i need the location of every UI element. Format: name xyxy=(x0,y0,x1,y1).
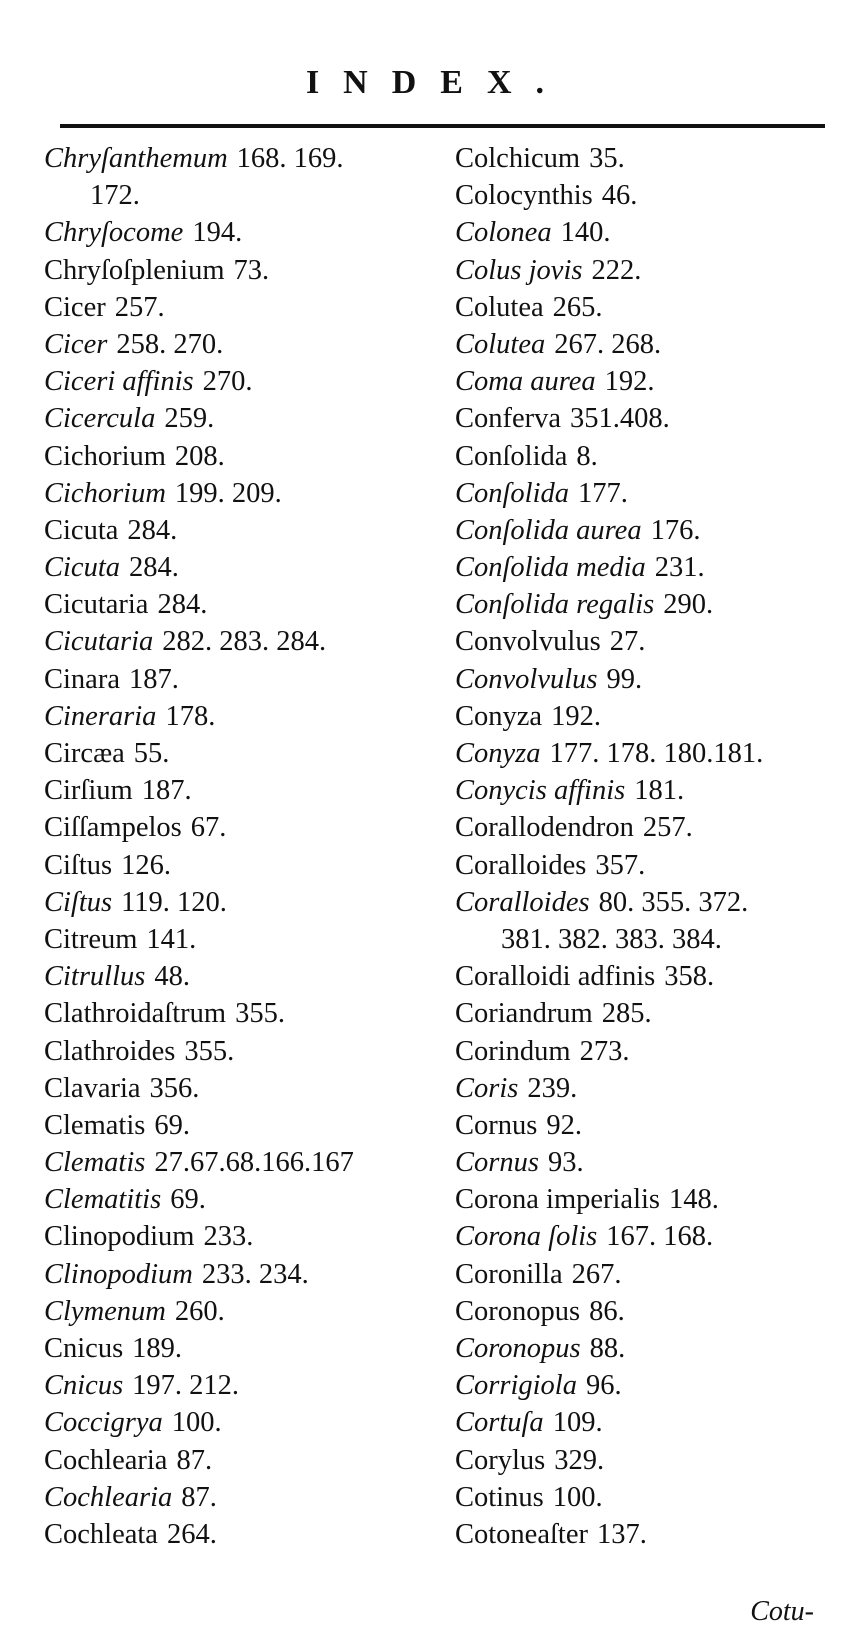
index-entry xyxy=(455,1479,845,1516)
index-entry xyxy=(455,1404,845,1441)
index-term: Colutea xyxy=(455,328,546,360)
index-entry xyxy=(455,1181,845,1218)
index-term: Conſolida aurea xyxy=(455,514,642,546)
index-entry xyxy=(44,140,434,177)
page-title: INDEX. xyxy=(305,64,569,101)
index-term: Clinopodium xyxy=(44,1221,195,1253)
index-term: Coralloides xyxy=(455,886,590,918)
index-entry xyxy=(455,438,845,475)
index-page-refs: 355. xyxy=(235,998,285,1030)
index-page-refs: 73. xyxy=(233,254,270,286)
index-entry xyxy=(455,1330,845,1367)
index-page-refs: 222. xyxy=(591,254,642,286)
index-page-refs: 267. xyxy=(571,1258,622,1290)
index-entry xyxy=(455,475,845,512)
index-entry xyxy=(455,921,845,958)
index-entry xyxy=(44,661,434,698)
index-page-refs: 187. xyxy=(128,663,179,695)
index-term: Conſolida xyxy=(455,477,570,509)
index-entry xyxy=(455,958,845,995)
index-entry xyxy=(44,1256,434,1293)
index-page-refs: 290. xyxy=(663,589,714,621)
index-term: Convolvulus xyxy=(455,663,598,695)
index-term: Cicuta xyxy=(44,514,119,546)
index-page-refs: 87. xyxy=(176,1444,213,1476)
index-page-refs: 168. 169. xyxy=(236,143,344,174)
index-term: Conſolida xyxy=(455,440,568,472)
index-entry xyxy=(455,252,845,289)
index-term: Cicutaria xyxy=(44,626,154,658)
index-term: Cicutaria xyxy=(44,589,149,621)
index-term: Coccigrya xyxy=(44,1407,163,1439)
index-term: Cicer xyxy=(44,328,108,360)
index-page-refs: 285. xyxy=(601,998,652,1030)
index-page-refs: 92. xyxy=(546,1109,582,1141)
index-term: Colchicum xyxy=(455,143,581,174)
index-page-refs: 267. 268. xyxy=(554,328,662,360)
index-entry xyxy=(44,772,434,809)
index-term: Ciſtus xyxy=(44,886,113,918)
index-term: Cicuta xyxy=(44,552,120,584)
index-entry xyxy=(44,400,434,437)
index-entry xyxy=(455,623,845,660)
index-term: Coronopus xyxy=(455,1295,581,1327)
index-term: Cnicus xyxy=(44,1370,124,1402)
index-page-refs: 86. xyxy=(589,1295,625,1327)
index-entry xyxy=(455,661,845,698)
index-page-refs: 100. xyxy=(171,1407,222,1439)
index-term: Cicercula xyxy=(44,403,156,435)
index-term: Coma aurea xyxy=(455,366,596,398)
index-page-refs: 233. xyxy=(203,1221,254,1253)
index-entry xyxy=(455,1107,845,1144)
index-page-refs: 87. xyxy=(181,1481,217,1513)
index-page-refs: 239. xyxy=(527,1072,578,1104)
index-entry xyxy=(44,735,434,772)
index-term: Coralloidi adfinis xyxy=(455,961,656,993)
index-entry xyxy=(44,363,434,400)
index-page-refs: 284. xyxy=(127,514,178,546)
index-entry xyxy=(44,289,434,326)
index-page-refs: 192. xyxy=(551,700,601,732)
index-entry xyxy=(44,252,434,289)
index-page-refs: 100. xyxy=(552,1481,603,1513)
index-page-refs: 69. xyxy=(154,1109,190,1141)
index-page-refs: 96. xyxy=(585,1370,622,1402)
index-entry xyxy=(455,1256,845,1293)
index-entry xyxy=(44,1330,434,1367)
index-term: Cotoneaſter xyxy=(455,1518,588,1550)
index-entry xyxy=(44,623,434,660)
index-term: Coronilla xyxy=(455,1258,563,1290)
index-column-right xyxy=(455,140,845,1553)
index-term: Cochlearia xyxy=(44,1481,173,1513)
index-entry xyxy=(44,1181,434,1218)
index-page-refs: 270. xyxy=(202,366,253,398)
index-page-refs: 27.67.68.166.167 xyxy=(154,1147,354,1179)
index-page-refs: 257. xyxy=(114,291,165,323)
index-term: Clathroidaſtrum xyxy=(44,998,227,1030)
index-term: Colus jovis xyxy=(455,254,583,286)
index-entry xyxy=(455,735,845,772)
index-page-refs: 358. xyxy=(664,961,715,993)
index-page-refs: 67. xyxy=(190,812,227,844)
index-term: Cotinus xyxy=(455,1481,544,1513)
index-entry xyxy=(44,326,434,363)
index-column-left xyxy=(44,140,434,1553)
index-entry xyxy=(44,1293,434,1330)
index-term: Clematis xyxy=(44,1109,146,1141)
index-entry xyxy=(44,698,434,735)
index-entry xyxy=(455,1442,845,1479)
index-page-refs: 109. xyxy=(552,1407,603,1439)
index-term: Ciceri affinis xyxy=(44,366,194,398)
index-entry xyxy=(44,549,434,586)
index-page-refs: 284. xyxy=(157,589,208,621)
index-entry xyxy=(44,921,434,958)
index-page-refs: 257. xyxy=(642,812,693,844)
index-entry xyxy=(455,847,845,884)
index-term: Circæa xyxy=(44,738,125,769)
index-page-refs: 167. 168. xyxy=(606,1221,714,1253)
index-entry xyxy=(44,884,434,921)
index-term: Coralloides xyxy=(455,849,587,881)
index-page-refs: 140. xyxy=(560,217,611,249)
index-entry xyxy=(44,438,434,475)
index-entry xyxy=(44,475,434,512)
index-term: Convolvulus xyxy=(455,626,601,658)
index-entry xyxy=(455,177,845,214)
index-page-refs: 177. 178. 180.181. xyxy=(549,738,764,769)
index-term: Conferva xyxy=(455,403,562,435)
index-term: Corona ſolis xyxy=(455,1221,598,1253)
index-entry xyxy=(455,549,845,586)
index-entry xyxy=(44,214,434,251)
index-entry xyxy=(455,363,845,400)
index-term: Ciſſampelos xyxy=(44,812,182,844)
index-page-refs: 199. 209. xyxy=(174,477,282,509)
index-term: Cornus xyxy=(455,1147,539,1179)
index-term: Chryſanthemum xyxy=(44,143,228,174)
index-term: Cnicus xyxy=(44,1333,124,1364)
index-entry xyxy=(44,1033,434,1070)
index-term: Cinara xyxy=(44,663,120,695)
index-page-refs: 55. xyxy=(133,738,170,769)
index-term: Citreum xyxy=(44,923,138,955)
index-page-refs: 8. xyxy=(576,440,598,472)
index-entry xyxy=(455,1144,845,1181)
index-page-refs: 259. xyxy=(164,403,215,435)
index-term: Cortuſa xyxy=(455,1407,544,1439)
index-entry xyxy=(455,586,845,623)
index-page-refs: 178. xyxy=(165,700,216,732)
index-entry xyxy=(44,1144,434,1181)
index-page-refs: 176. xyxy=(650,514,701,546)
index-term: Cornus xyxy=(455,1109,538,1141)
index-entry xyxy=(44,1218,434,1255)
index-term: Conſolida regalis xyxy=(455,589,655,621)
index-page-refs: 189. xyxy=(132,1333,183,1364)
index-term: Citrullus xyxy=(44,961,146,993)
index-page-refs: 192. xyxy=(604,366,655,398)
index-page-refs: 126. xyxy=(121,849,171,881)
index-page-refs: 356. xyxy=(149,1072,200,1104)
index-term: Ciſtus xyxy=(44,849,113,881)
index-page-refs: 69. xyxy=(170,1184,206,1216)
index-term: Cirſium xyxy=(44,775,133,807)
index-entry xyxy=(455,1293,845,1330)
index-page-refs: 197. 212. xyxy=(132,1370,240,1402)
index-entry xyxy=(455,140,845,177)
index-term: Cichorium xyxy=(44,440,166,472)
index-page-refs: 260. xyxy=(174,1295,225,1327)
index-entry xyxy=(44,586,434,623)
index-term: Clematis xyxy=(44,1147,146,1179)
index-term: Clavaria xyxy=(44,1072,141,1104)
index-entry xyxy=(455,884,845,921)
catchword: Cotu- xyxy=(750,1596,814,1627)
index-page-refs: 258. 270. xyxy=(116,328,224,360)
index-entry xyxy=(455,1218,845,1255)
index-entry xyxy=(455,1033,845,1070)
index-entry xyxy=(455,326,845,363)
index-entry xyxy=(455,772,845,809)
index-term: Clematitis xyxy=(44,1184,162,1216)
index-term: Colocynthis xyxy=(455,180,593,212)
index-page-refs: 282. 283. 284. xyxy=(162,626,327,658)
index-term: Clinopodium xyxy=(44,1258,193,1290)
index-term: Corrigiola xyxy=(455,1370,577,1402)
index-page-refs: 46. xyxy=(601,180,638,212)
index-page-refs: 181. xyxy=(634,775,685,807)
index-page-refs: 381. 382. 383. 384. xyxy=(501,923,722,955)
index-term: Corona imperialis xyxy=(455,1184,660,1216)
index-page-refs: 351.408. xyxy=(570,403,670,435)
index-page-refs: 148. xyxy=(669,1184,719,1216)
index-page-refs: 48. xyxy=(154,961,190,993)
index-entry xyxy=(455,289,845,326)
index-term: Cicer xyxy=(44,291,106,323)
index-page-refs: 264. xyxy=(166,1518,217,1550)
index-term: Chryſocome xyxy=(44,217,184,249)
index-entry xyxy=(44,1479,434,1516)
index-page-refs: 329. xyxy=(554,1444,605,1476)
index-entry xyxy=(44,1367,434,1404)
index-page-refs: 172. xyxy=(90,180,140,212)
index-page-refs: 194. xyxy=(192,217,243,249)
index-page-refs: 93. xyxy=(547,1147,584,1179)
index-term: Corallodendron xyxy=(455,812,634,844)
index-page-refs: 273. xyxy=(579,1035,630,1067)
index-term: Cineraria xyxy=(44,700,157,732)
index-term: Coronopus xyxy=(455,1333,581,1364)
index-page-refs: 284. xyxy=(129,552,179,584)
index-term: Corindum xyxy=(455,1035,571,1067)
index-page-refs: 231. xyxy=(654,552,705,584)
index-entry xyxy=(455,1367,845,1404)
index-term: Conyza xyxy=(455,738,541,769)
index-term: Cochlearia xyxy=(44,1444,168,1476)
index-term: Corylus xyxy=(455,1444,546,1476)
index-page-refs: 35. xyxy=(589,143,625,174)
index-entry xyxy=(455,698,845,735)
index-entry xyxy=(455,512,845,549)
index-entry xyxy=(455,1516,845,1553)
index-entry xyxy=(455,995,845,1032)
index-page-refs: 233. 234. xyxy=(201,1258,309,1290)
index-term: Conſolida media xyxy=(455,552,646,584)
index-term: Colutea xyxy=(455,291,544,323)
index-page-refs: 141. xyxy=(146,923,197,955)
index-term: Conyza xyxy=(455,700,543,732)
index-term: Conycis affinis xyxy=(455,775,626,807)
index-page-refs: 187. xyxy=(141,775,192,807)
index-term: Chryſoſplenium xyxy=(44,254,225,286)
index-entry xyxy=(44,1070,434,1107)
index-page-refs: 137. xyxy=(596,1518,647,1550)
index-page-refs: 88. xyxy=(589,1333,626,1364)
index-entry xyxy=(455,400,845,437)
index-term: Clathroides xyxy=(44,1035,176,1067)
index-page-refs: 80. 355. 372. xyxy=(598,886,749,918)
index-entry xyxy=(455,214,845,251)
index-entry xyxy=(44,809,434,846)
index-entry xyxy=(44,1107,434,1144)
header-rule xyxy=(60,124,825,128)
index-term: Colonea xyxy=(455,217,552,249)
index-page-refs: 357. xyxy=(595,849,646,881)
index-page-refs: 119. 120. xyxy=(121,886,227,918)
index-entry xyxy=(44,1516,434,1553)
index-term: Cichorium xyxy=(44,477,166,509)
index-page-refs: 177. xyxy=(578,477,628,509)
index-entry xyxy=(455,809,845,846)
index-page-refs: 355. xyxy=(184,1035,235,1067)
index-term: Cochleata xyxy=(44,1518,158,1550)
index-page-refs: 208. xyxy=(174,440,225,472)
index-entry xyxy=(44,847,434,884)
index-entry xyxy=(44,1404,434,1441)
index-entry xyxy=(44,512,434,549)
index-page-refs: 265. xyxy=(552,291,603,323)
index-entry xyxy=(44,1442,434,1479)
index-entry xyxy=(44,995,434,1032)
index-page-refs: 27. xyxy=(609,626,646,658)
index-term: Coris xyxy=(455,1072,519,1104)
index-page-refs: 99. xyxy=(606,663,643,695)
index-entry xyxy=(44,177,434,214)
index-term: Coriandrum xyxy=(455,998,593,1030)
index-entry xyxy=(455,1070,845,1107)
index-entry xyxy=(44,958,434,995)
index-term: Clymenum xyxy=(44,1295,166,1327)
